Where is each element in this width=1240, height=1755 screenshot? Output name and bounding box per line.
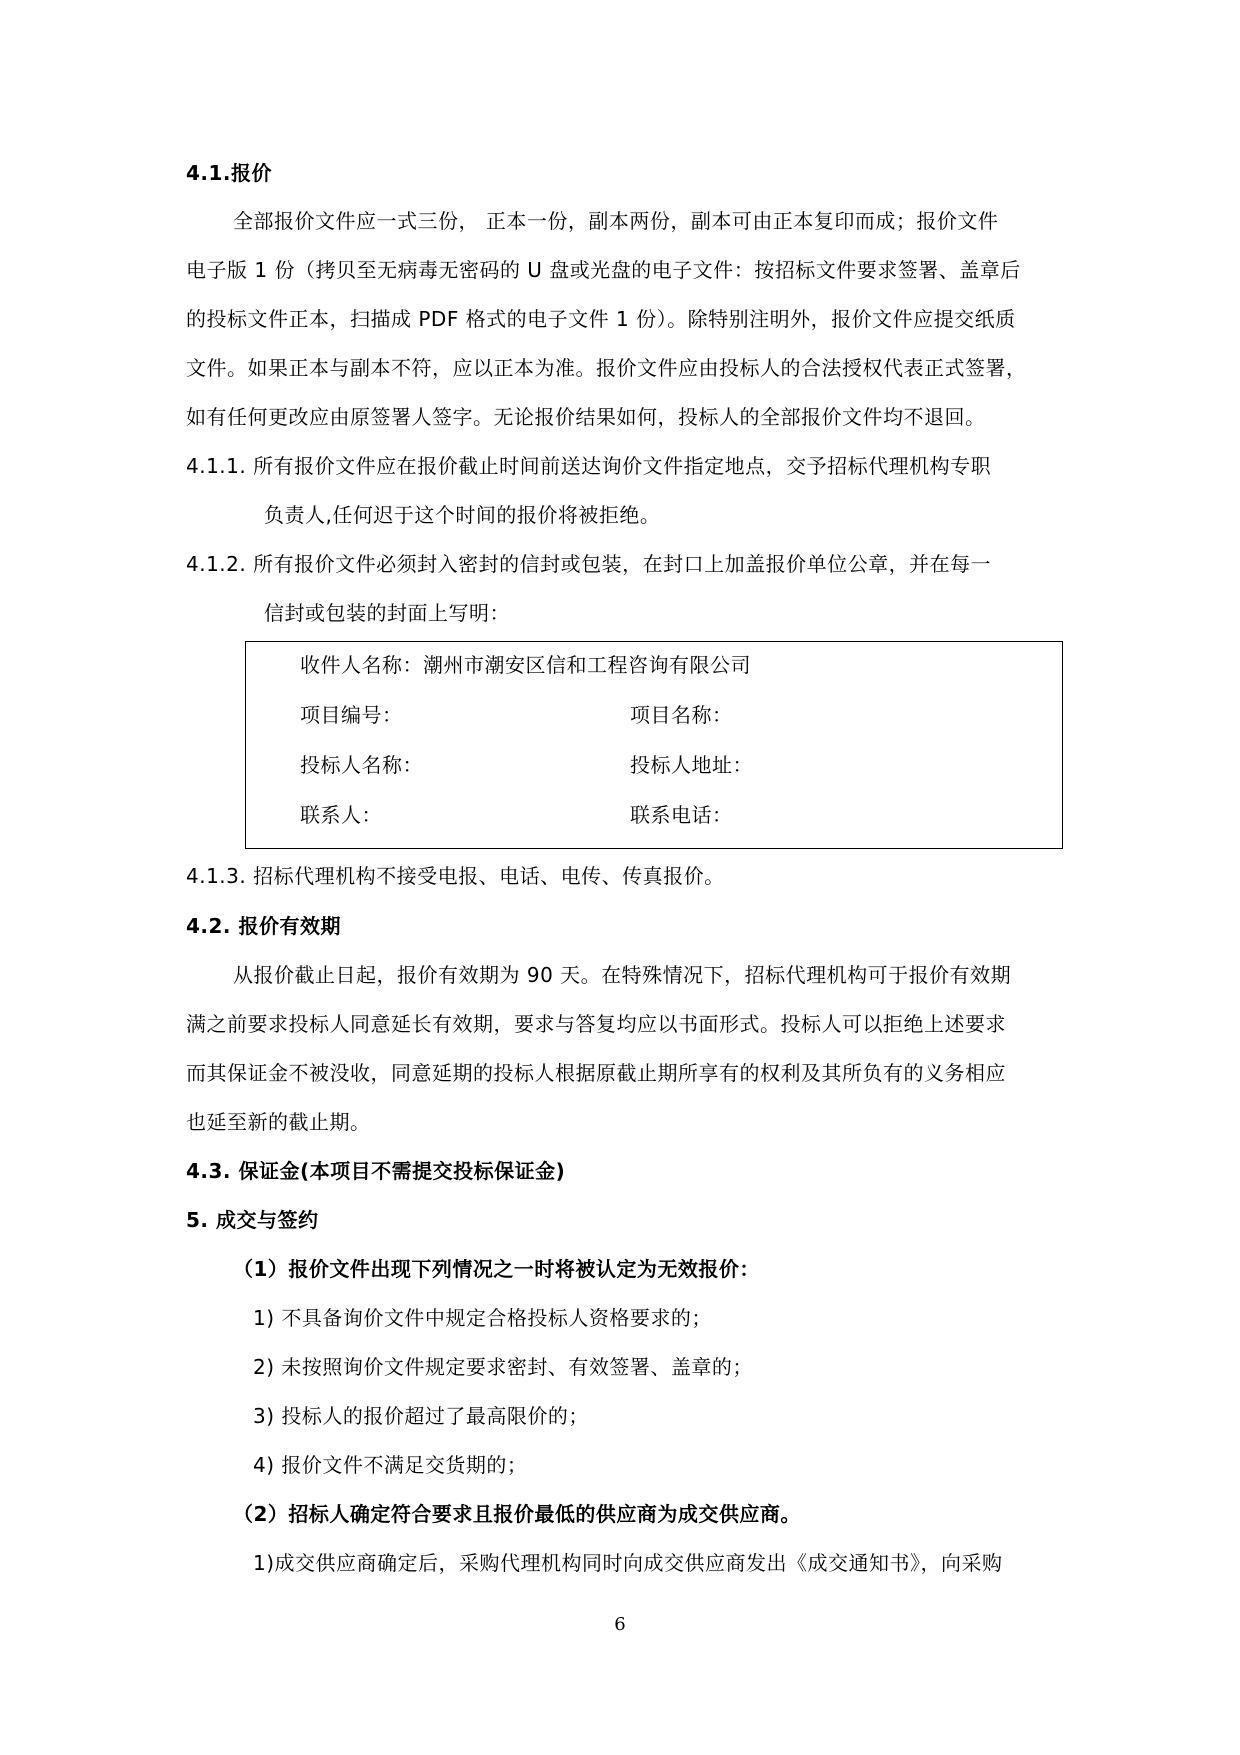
- page-number: 6: [614, 1614, 626, 1635]
- bidder-address-label: 投标人地址：: [630, 753, 753, 777]
- list-item: 3) 投标人的报价超过了最高限价的；: [253, 1404, 589, 1428]
- list-item: 1) 不具备询价文件中规定合格投标人资格要求的；: [253, 1306, 712, 1330]
- paragraph-line: 如有任何更改应由原签署人签字。无论报价结果如何，投标人的全部报价文件均不退回。: [186, 405, 986, 429]
- contact-phone-label: 联系电话：: [630, 803, 733, 827]
- bidder-name-label: 投标人名称：: [300, 753, 423, 777]
- paragraph-line: 电子版 1 份（拷贝至无病毒无密码的 U 盘或光盘的电子文件：按招标文件要求签署、盖章后: [186, 258, 1021, 282]
- paragraph-line: 也延至新的截止期。: [186, 1110, 371, 1134]
- paragraph-line: 1)成交供应商确定后，采购代理机构同时向成交供应商发出《成交通知书》，向采购: [253, 1551, 1003, 1575]
- section-4-1-heading: 4.1.报价: [186, 161, 273, 185]
- clause-4-1-2: 4.1.2. 所有报价文件必须封入密封的信封或包装，在封口上加盖报价单位公章，并在每一: [186, 552, 992, 576]
- paragraph-line: 满之前要求投标人同意延长有效期，要求与答复均应以书面形式。投标人可以拒绝上述要求: [186, 1012, 1006, 1036]
- paragraph-line: 从报价截止日起，报价有效期为 90 天。在特殊情况下，招标代理机构可于报价有效期: [233, 963, 1012, 987]
- project-name-label: 项目名称：: [630, 703, 733, 727]
- clause-4-1-3: 4.1.3. 招标代理机构不接受电报、电话、电传、传真报价。: [186, 864, 725, 888]
- section-4-2-heading: 4.2. 报价有效期: [186, 914, 341, 938]
- clause-4-1-2-cont: 信封或包装的封面上写明：: [264, 601, 510, 625]
- contact-person-label: 联系人：: [300, 803, 382, 827]
- condition-2-heading: （2）招标人确定符合要求且报价最低的供应商为成交供应商。: [233, 1502, 801, 1526]
- condition-1-heading: （1）报价文件出现下列情况之一时将被认定为无效报价：: [233, 1257, 760, 1281]
- paragraph-line: 而其保证金不被没收，同意延期的投标人根据原截止期所享有的权利及其所负有的义务相应: [186, 1061, 1006, 1085]
- list-item: 2) 未按照询价文件规定要求密封、有效签署、盖章的；: [253, 1355, 753, 1379]
- paragraph-line: 全部报价文件应一式三份， 正本一份，副本两份，副本可由正本复印而成；报价文件: [233, 209, 999, 233]
- clause-4-1-1-cont: 负责人,任何迟于这个时间的报价将被拒绝。: [264, 503, 661, 527]
- paragraph-line: 文件。如果正本与副本不符，应以正本为准。报价文件应由投标人的合法授权代表正式签署，: [186, 356, 1027, 380]
- list-item: 4) 报价文件不满足交货期的；: [253, 1453, 528, 1477]
- project-number-label: 项目编号：: [300, 703, 403, 727]
- clause-4-1-1: 4.1.1. 所有报价文件应在报价截止时间前送达询价文件指定地点，交予招标代理机构专职: [186, 454, 992, 478]
- section-4-3-heading: 4.3. 保证金(本项目不需提交投标保证金): [186, 1159, 566, 1183]
- paragraph-line: 的投标文件正本，扫描成 PDF 格式的电子文件 1 份）。除特别注明外，报价文件应提交纸质: [186, 307, 1016, 331]
- section-5-heading: 5. 成交与签约: [186, 1208, 319, 1232]
- recipient-name: 收件人名称：潮州市潮安区信和工程咨询有限公司: [300, 653, 751, 677]
